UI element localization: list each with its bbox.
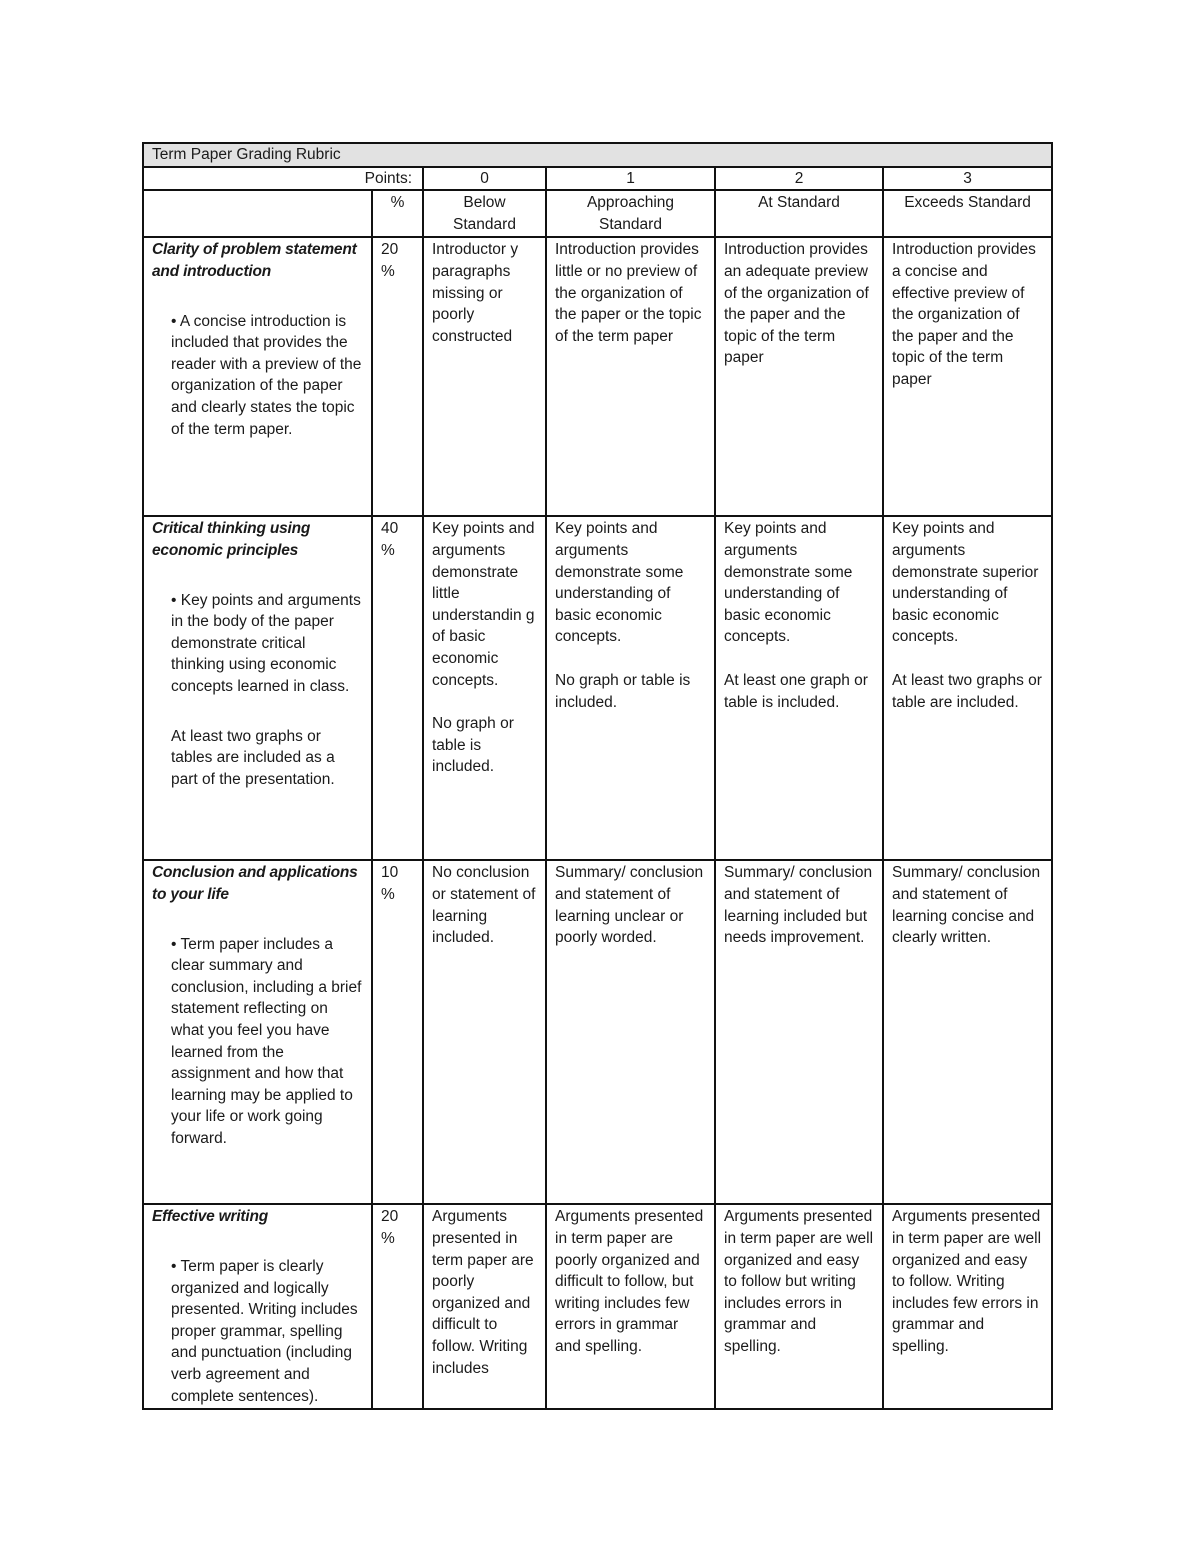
criterion-title: Clarity of problem statement and introduction [152,241,357,280]
criterion-title: Conclusion and applications to your life [152,864,358,903]
level-cell-approaching [546,237,715,516]
level-text: Introduction provides a concise and effective preview of the organization of the paper and the topic of the term paper [892,241,1036,388]
criteria-header-blank [143,190,372,237]
level-cell-exceeds [883,860,1052,1204]
level-header-below: Below Standard [423,190,546,237]
level-header-approaching: Approaching Standard [546,190,715,237]
level-cell-at [715,237,883,516]
criterion-percent: 20 % [372,1204,423,1409]
criterion-row-clarity [143,237,1052,516]
points-label: Points: [143,167,423,191]
criterion-bullet: • Key points and arguments in the body of the paper demonstrate critical thinking using economic concepts learned in class. [171,590,363,698]
rubric-title: Term Paper Grading Rubric [143,143,1052,167]
points-value-2: 2 [715,167,883,191]
points-value-3: 3 [883,167,1052,191]
criterion-cell [143,237,372,516]
level-cell-below [423,1204,546,1409]
level-header-exceeds: Exceeds Standard [883,190,1052,237]
level-text: At least two graphs or table are included. [892,671,1042,711]
level-text: Summary/ conclusion and statement of learning concise and clearly written. [892,864,1041,947]
criterion-bullet-list [152,1256,363,1407]
level-cell-below [423,860,546,1204]
level-text: Key points and arguments demonstrate little understandin g of basic economic concepts. [432,520,535,689]
criterion-bullet-list [152,934,363,1150]
criterion-title: Effective writing [152,1208,269,1226]
level-cell-approaching [546,860,715,1204]
criterion-percent: 20 % [372,237,423,516]
title-row [143,143,1052,167]
level-text: Key points and arguments demonstrate some understanding of basic economic concepts. [555,520,684,646]
criterion-extra-note: At least two graphs or tables are included as a part of the presentation. [171,727,335,788]
level-text: Introduction provides little or no preview of the organization of the paper or the topic of the term paper [555,241,702,345]
level-text: At least one graph or table is included. [724,671,868,711]
level-cell-exceeds [883,516,1052,860]
level-cell-below [423,237,546,516]
level-text: Key points and arguments demonstrate some understanding of basic economic concepts. [724,520,853,646]
level-cell-at [715,516,883,860]
criterion-bullet-list [152,590,363,698]
criterion-row-effective-writing [143,1204,1052,1409]
criterion-title: Critical thinking using economic principles [152,520,311,559]
level-cell-at [715,860,883,1204]
level-text: Introduction provides an adequate preview of the organization of the paper and the topic of the term paper [724,241,869,367]
criterion-cell [143,516,372,860]
level-text: Summary/ conclusion and statement of learning included but needs improvement. [724,864,873,947]
criterion-bullet-list [152,311,363,441]
level-text: Arguments presented in term paper are poorly organized and difficult to follow. Writing includes [432,1208,534,1377]
level-text: No graph or table is included. [555,671,691,711]
level-text: Key points and arguments demonstrate superior understanding of basic economic concepts. [892,520,1039,646]
criterion-row-conclusion [143,860,1052,1204]
level-text: Introductor y paragraphs missing or poorly constructed [432,241,519,345]
criterion-bullet: • A concise introduction is included that provides the reader with a preview of the organization of the paper and clearly states the topic of the term paper. [171,311,363,441]
points-value-0: 0 [423,167,546,191]
level-text: Arguments presented in term paper are well organized and easy to follow but writing includes errors in grammar and spelling. [724,1208,874,1355]
level-header-at: At Standard [715,190,883,237]
points-row [143,167,1052,191]
level-text: Summary/ conclusion and statement of learning unclear or poorly worded. [555,864,704,947]
criterion-cell [143,1204,372,1409]
level-cell-exceeds [883,237,1052,516]
level-text: Arguments presented in term paper are poorly organized and difficult to follow, but writing includes few errors in grammar and spelling. [555,1208,704,1355]
level-text: No conclusion or statement of learning included. [432,864,536,947]
level-header-row [143,190,1052,237]
level-text: Arguments presented in term paper are well organized and easy to follow. Writing includes few errors in grammar and spelling. [892,1208,1042,1355]
criterion-cell [143,860,372,1204]
criterion-percent: 40 % [372,516,423,860]
criterion-bullet: • Term paper is clearly organized and logically presented. Writing includes proper grammar, spelling and punctuation (including verb agreement and complete sentences). [171,1256,363,1407]
level-cell-below [423,516,546,860]
points-value-1: 1 [546,167,715,191]
level-cell-exceeds [883,1204,1052,1409]
level-cell-approaching [546,516,715,860]
criterion-bullet: • Term paper includes a clear summary and conclusion, including a brief statement reflecting on what you feel you have learned from the assignment and how that learning may be applied to your life or work going forward. [171,934,363,1150]
level-cell-at [715,1204,883,1409]
grading-rubric-table [142,142,1053,1410]
level-text: No graph or table is included. [432,715,514,776]
level-cell-approaching [546,1204,715,1409]
percent-header: % [372,190,423,237]
criterion-percent: 10 % [372,860,423,1204]
criterion-row-critical-thinking [143,516,1052,860]
